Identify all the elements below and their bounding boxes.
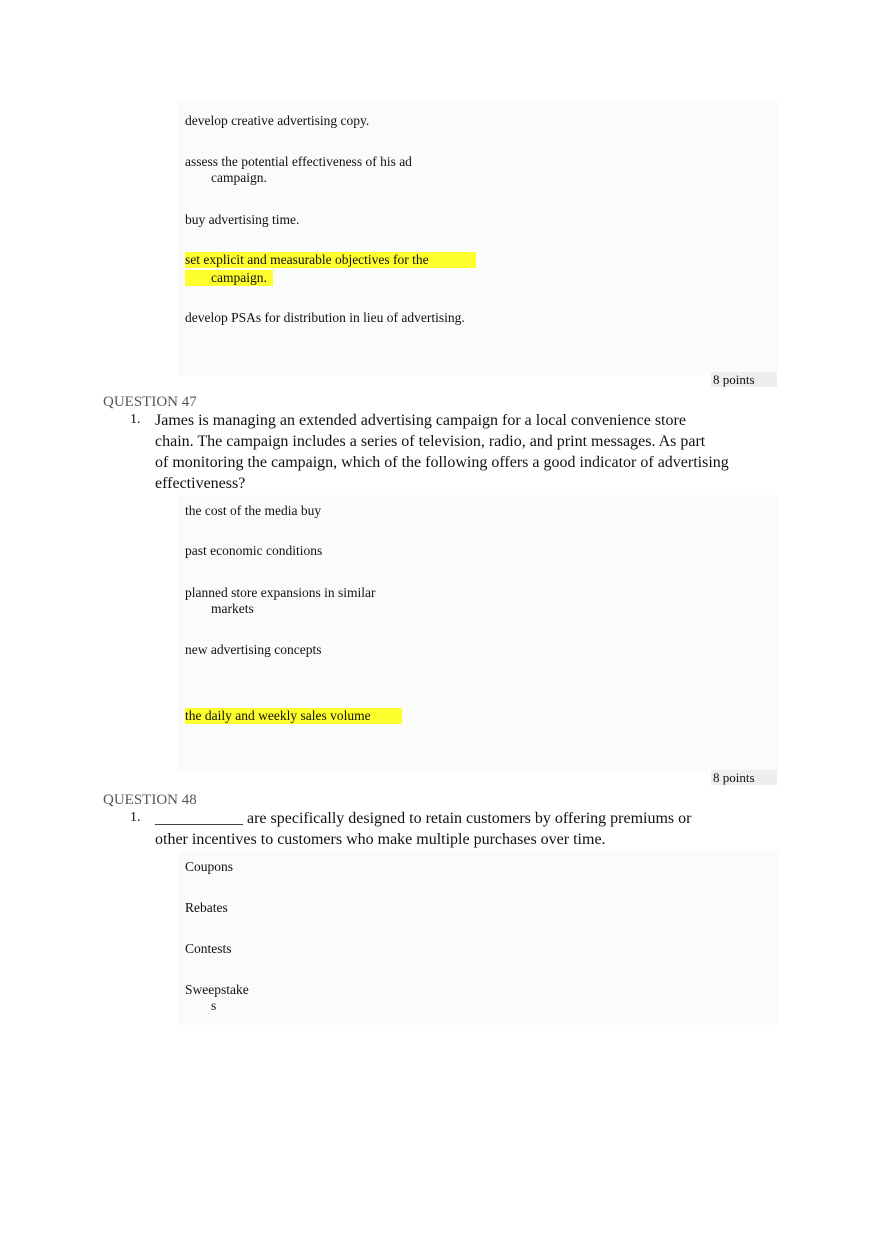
answer-text-continued: s (211, 998, 217, 1013)
question-number: 1. (130, 810, 141, 825)
answer-option-highlighted[interactable] (185, 708, 402, 724)
question-text (155, 808, 735, 850)
question-label: QUESTION 48 (103, 792, 197, 808)
answer-text: new advertising concepts (185, 642, 322, 657)
answer-option[interactable] (185, 310, 465, 326)
answer-option[interactable] (185, 113, 369, 129)
answer-option[interactable] (185, 212, 299, 228)
answer-option[interactable] (185, 585, 375, 617)
answer-text: past economic conditions (185, 543, 323, 558)
answer-text: buy advertising time. (185, 212, 300, 227)
question-line: effectiveness? (155, 475, 246, 492)
answer-option[interactable] (185, 543, 322, 559)
answer-text: set explicit and measurable objectives for the (185, 252, 476, 268)
answer-text: Sweepstake (185, 982, 249, 997)
answer-text: the daily and weekly sales volume (185, 708, 402, 724)
question-text (155, 410, 735, 494)
answer-text: Coupons (185, 859, 234, 874)
answer-option[interactable] (185, 154, 412, 186)
question-line: of monitoring the campaign, which of the following offers a good indicator of advertising (155, 454, 729, 471)
answer-text: develop PSAs for distribution in lieu of advertising. (185, 310, 465, 325)
question-line: chain. The campaign includes a series of television, radio, and print messages. As part (155, 433, 706, 450)
answer-text: Rebates (185, 900, 228, 915)
question-line: James is managing an extended advertising campaign for a local convenience store (155, 412, 686, 429)
answer-text-continued: markets (211, 601, 254, 616)
answer-text: the cost of the media buy (185, 503, 322, 518)
answer-text: develop creative advertising copy. (185, 113, 370, 128)
answer-area-q48 (178, 850, 778, 1025)
answer-option[interactable] (185, 859, 233, 875)
answer-option[interactable] (185, 642, 321, 658)
answer-option[interactable] (185, 982, 249, 1014)
answer-text: assess the potential effectiveness of his ad (185, 154, 412, 169)
answer-area-q46 (178, 100, 778, 375)
points-badge: 8 points (711, 372, 777, 387)
answer-option[interactable] (185, 503, 321, 519)
answer-text: Contests (185, 941, 232, 956)
question-number: 1. (130, 412, 141, 427)
question-line: other incentives to customers who make multiple purchases over time. (155, 831, 606, 848)
answer-text-continued: campaign. (185, 270, 273, 286)
question-label: QUESTION 47 (103, 394, 197, 410)
question-line: ___________ are specifically designed to retain customers by offering premiums or (155, 810, 692, 827)
answer-option-highlighted[interactable] (185, 252, 476, 286)
answer-option[interactable] (185, 941, 232, 957)
answer-text-continued: campaign. (211, 170, 267, 185)
points-badge: 8 points (711, 770, 777, 785)
answer-area-q47 (178, 495, 778, 770)
answer-option[interactable] (185, 900, 228, 916)
answer-text: planned store expansions in similar (185, 585, 376, 600)
